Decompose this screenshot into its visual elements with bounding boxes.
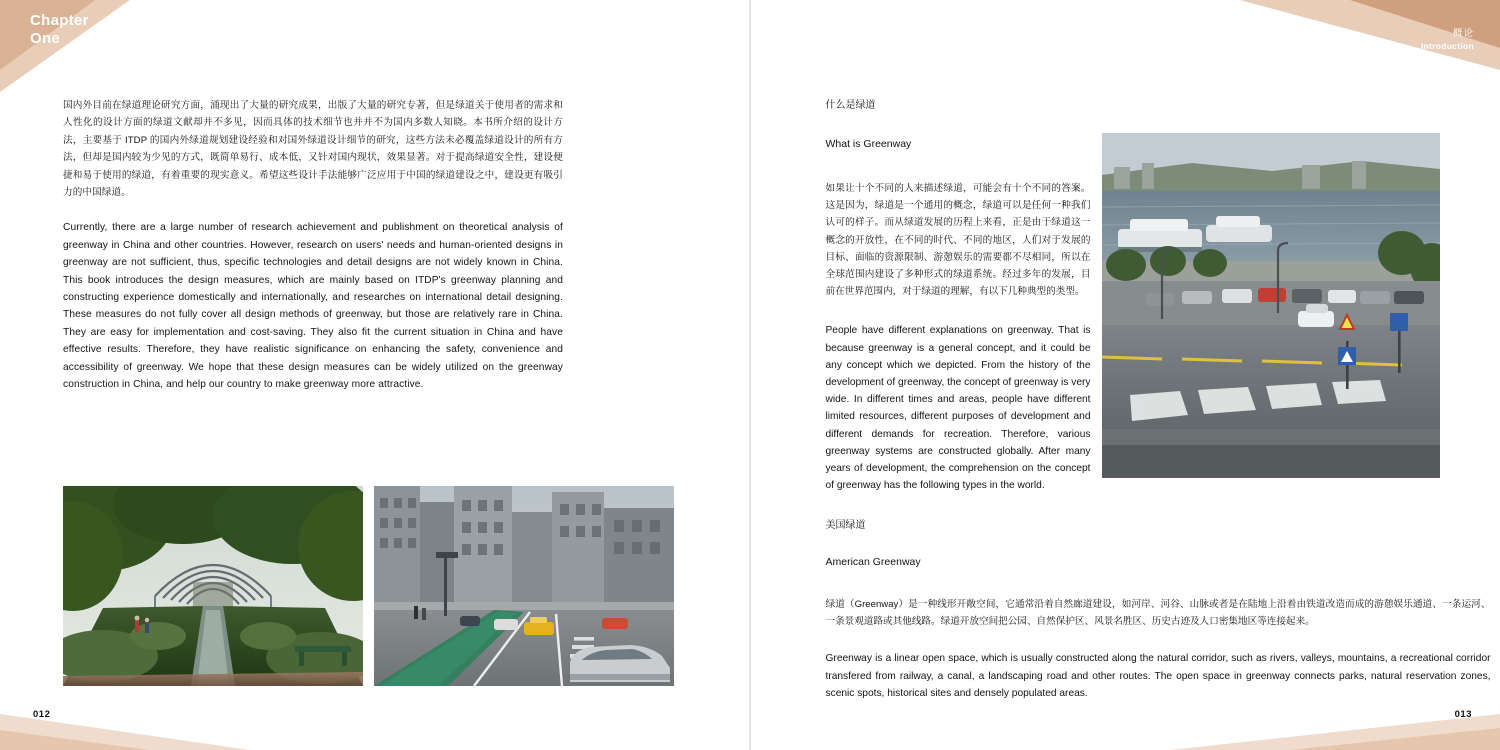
city-street-bike-lane-photo	[374, 486, 674, 686]
section1-heading-english: What is Greenway	[825, 138, 912, 150]
right-text-column-section1	[826, 98, 1091, 494]
running-header-english: Introduction	[1420, 41, 1474, 51]
corner-decoration-bottom-left-inner	[0, 730, 150, 750]
riverside-road-aerial-photo	[1102, 133, 1440, 478]
right-text-column-section2	[826, 518, 1491, 702]
section2-body-chinese: 绿道（Greenway）是一种线形开敞空间，它通常沿着自然廊道建设，如河岸、河谷、山脉或者是在陆地上沿着由铁道改造而成的游憩娱乐通道、一条运河、一条景观道路或其他线路。绿道开放空间把公园、自然保护区、风景名胜区、历史古迹及人口密集地区等连接起来。	[825, 599, 1491, 628]
right-page	[751, 0, 1500, 750]
running-header-chinese: 概论	[1452, 28, 1474, 39]
park-greenway-photo-graphic	[63, 486, 363, 686]
chapter-tag	[30, 12, 89, 48]
section2-heading-chinese: 美国绿道	[825, 520, 866, 531]
section1-body-english: People have different explanations on greenway. That is because greenway is a general concept, and it could be any concept which we depicted. From the history of the development of greenway, the concept of greenway is very wide. In different times and areas, people have different limited resources, different purposes of development and different demands for recreation. Therefore, various greenway systems are constructed globally. After many years of development, the comprehension on the concept of greenway has the following types in the world.	[825, 325, 1091, 492]
riverside-road-photo-graphic	[1102, 133, 1440, 478]
corner-decoration-bottom-right-inner	[1290, 728, 1500, 750]
page-number-left: 012	[33, 709, 51, 720]
city-street-photo-graphic	[374, 486, 674, 686]
left-text-column	[63, 97, 563, 394]
section1-body-chinese: 如果让十个不同的人来描述绿道，可能会有十个不同的答案。这是因为，绿道是一个通用的概念，绿道可以是任何一种我们认可的样子。而从绿道发展的历程上来看，正是由于绿道这一概念的开放性，在不同的时代、不同的地区，人们对于发展的目标、面临的资源限制、游憩娱乐的需要都不尽相同，所以在全球范围内建设了多种形式的绿道系统。经过多年的发展，目前在世界范围内，对于绿道的理解，有以下几种典型的类型。	[825, 183, 1091, 298]
running-header	[1421, 28, 1474, 52]
chapter-tag-line1: Chapter	[30, 12, 89, 29]
page-number-right: 013	[1454, 709, 1472, 720]
section2-body-english: Greenway is a linear open space, which is usually constructed along the natural corridor, such as rivers, valleys, mountains, a recreational corridor transfered from railway, a canal, a landscaping road and other routes. The open space in greenway connects parks, natural reservation zones, scenic spots, historical sites and densely populated areas.	[825, 653, 1491, 699]
left-paragraph-english: Currently, there are a large number of research achievement and publishment on theoretical analysis of greenway in China and other countries. However, research on users' needs and human-oriented designs in greenway are not sufficient, thus, specific technologies and detail designs are not widely known in China. This book introduces the design measures, which are mainly based on ITDP's greenway planning and constructing experience domestically and internationally, and researches on international detail designing. These measures do not fully cover all design methods of greenway, but those are relatively rare in China. They are easy for implementation and cost-saving. They also fit the current situation in China and have effective results. Therefore, they have realistic significance on enhancing the safety, convenience and accessibility of greenway. We hope that these design measures can be widely utilized on the greenway construction in China, and help our country to make greenway more attractive.	[63, 222, 563, 391]
section2-heading-english: American Greenway	[825, 556, 921, 568]
book-spine	[749, 0, 751, 750]
section1-heading-chinese: 什么是绿道	[825, 100, 876, 111]
left-paragraph-chinese: 国内外目前在绿道理论研究方面，涌现出了大量的研究成果，出版了大量的研究专著，但是绿道关于使用者的需求和人性化的设计方面的绿道文献却并不多见，因而具体的技术细节也并并不为国内多数人知晓。本书所介绍的设计方法，主要基于 ITDP 的国内外绿道规划建设经验和对国外绿道设计细节的研究，这些方法未必覆盖绿道设计的所有方法，但却是国内较为少见的方式，既简单易行、成本低，又针对国内现状，效果显著。对于提高绿道安全性，建设便捷和易于使用的绿道，有着重要的现实意义。希望这些设计手法能够广泛应用于中国的绿道建设之中，建设更有吸引力的中国绿道。	[63, 100, 563, 199]
chapter-tag-line2: One	[30, 30, 61, 47]
park-greenway-photo	[63, 486, 363, 686]
